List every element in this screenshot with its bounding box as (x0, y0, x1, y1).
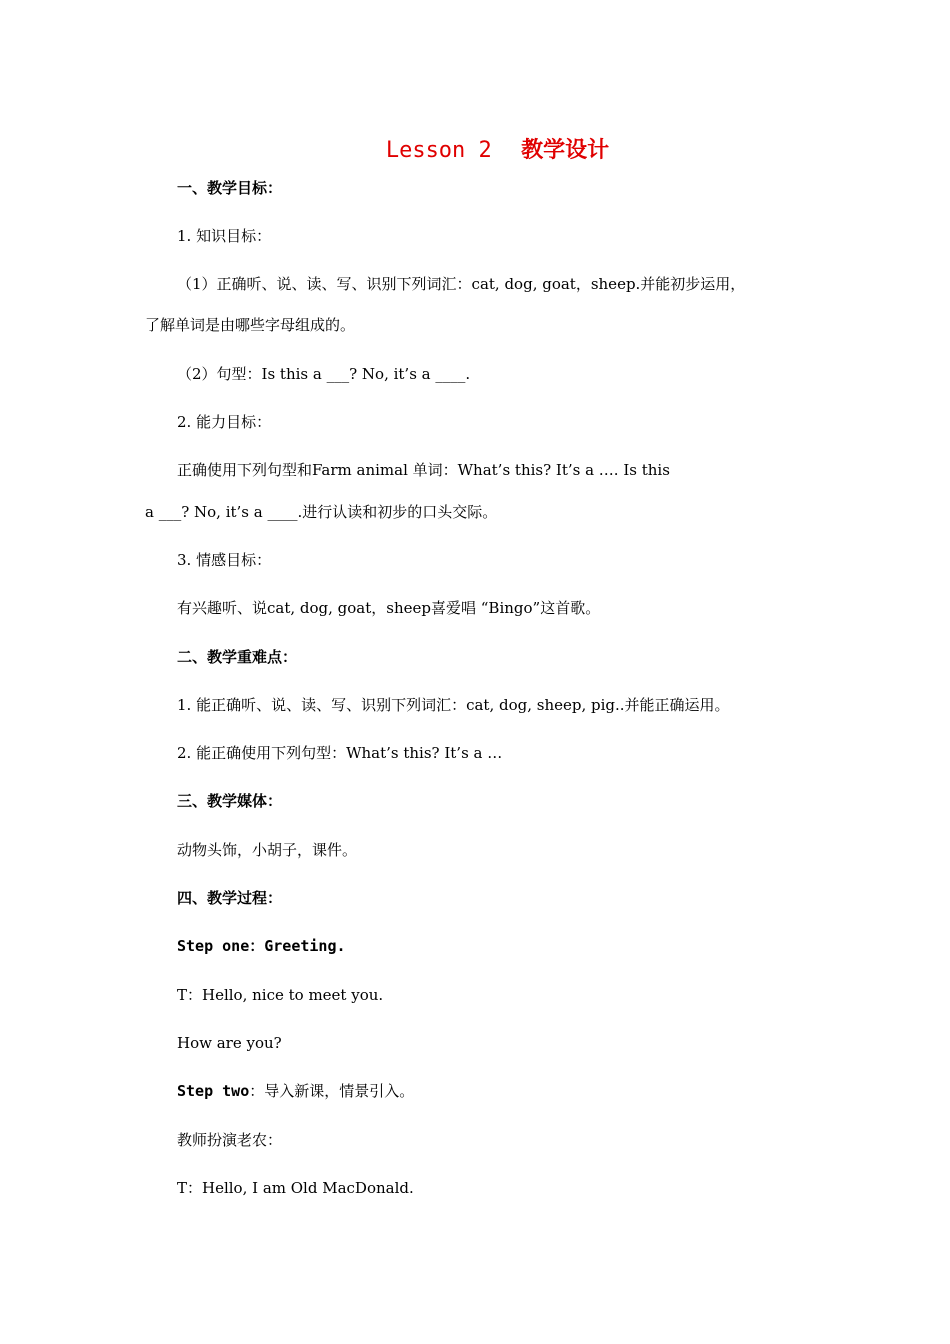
section-teaching-goals: 一、教学目标： (177, 179, 283, 197)
key-point-2: 2. 能正确使用下列句型：What’s this? It’s a … (177, 744, 503, 762)
title-teaching-design: 教学设计 (521, 137, 610, 163)
emotional-goal-heading: 3. 情感目标： (177, 551, 272, 569)
knowledge-goal-heading: 1. 知识目标： (177, 227, 272, 245)
key-point-1: 1. 能正确听、说、读、写、识别下列词汇：cat, dog, sheep, pig..并能正确运用。 (177, 696, 730, 714)
ability-goal-text-line2: a ___? No, it’s a ____.进行认读和初步的口头交际。 (145, 503, 498, 521)
title-lesson: Lesson 2 (385, 138, 492, 163)
section-teaching-process: 四、教学过程： (177, 889, 283, 907)
section-teaching-media: 三、教学媒体： (177, 792, 283, 810)
step-two-description: ：导入新课，情景引入。 (249, 1082, 415, 1100)
step-one-question: How are you? (177, 1034, 282, 1052)
teaching-media-text: 动物头饰，小胡子，课件。 (177, 841, 358, 859)
knowledge-goal-item-1-line1: （1）正确听、说、读、写、识别下列词汇：cat, dog, goat，sheep.并能初步运用， (177, 275, 746, 293)
section-key-points: 二、教学重难点： (177, 648, 298, 666)
emotional-goal-text: 有兴趣听、说cat, dog, goat，sheep喜爱唱 “Bingo”这首歌。 (177, 599, 601, 617)
step-one-heading: Step one：Greeting. (177, 937, 346, 955)
ability-goal-heading: 2. 能力目标： (177, 413, 272, 431)
knowledge-goal-item-2: （2）句型：Is this a ___? No, it’s a ____. (177, 365, 471, 383)
step-two-teacher-role: 教师扮演老农： (177, 1131, 283, 1149)
step-two-heading (177, 1081, 414, 1101)
step-two-label: Step two (177, 1082, 250, 1100)
step-two-teacher-line: T：Hello, I am Old MacDonald. (177, 1179, 414, 1197)
step-one-teacher-line: T：Hello, nice to meet you. (177, 986, 384, 1004)
ability-goal-text-line1: 正确使用下列句型和Farm animal 单词：What’s this? It’s a …. Is this (177, 461, 670, 479)
page-title (0, 136, 950, 165)
knowledge-goal-item-1-line2: 了解单词是由哪些字母组成的。 (145, 316, 356, 334)
